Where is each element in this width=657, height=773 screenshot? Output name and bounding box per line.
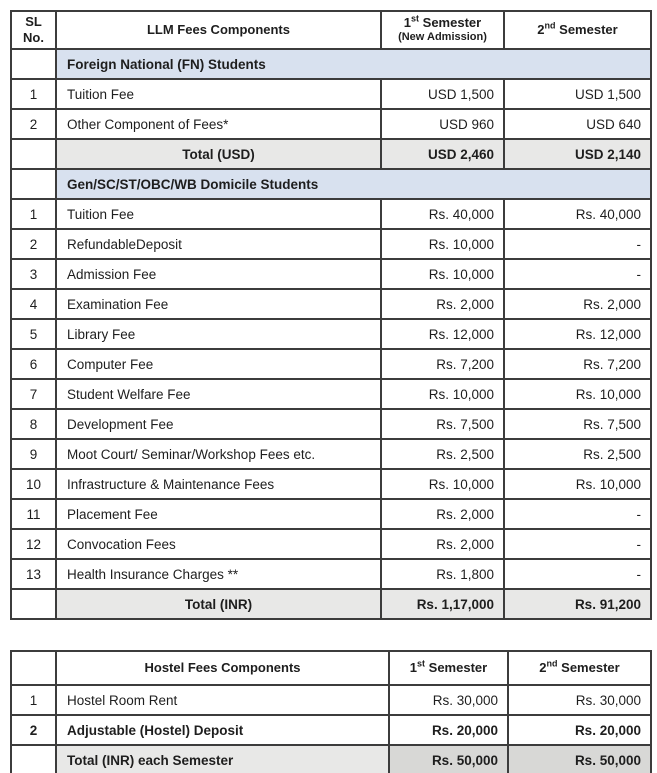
sl-cell: 1 <box>11 685 56 715</box>
amount-sem1: Rs. 10,000 <box>381 379 504 409</box>
amount-sem1: Rs. 10,000 <box>381 469 504 499</box>
total-inr-row <box>11 589 651 619</box>
amount-sem2: - <box>504 229 651 259</box>
fee-label: Development Fee <box>56 409 381 439</box>
fee-label: Convocation Fees <box>56 529 381 559</box>
amount-sem1: Rs. 2,000 <box>381 499 504 529</box>
total-inr-sem1: Rs. 1,17,000 <box>381 589 504 619</box>
sl-cell: 11 <box>11 499 56 529</box>
fee-label: Other Component of Fees* <box>56 109 381 139</box>
hostel-sem2-number: 2 <box>539 659 547 675</box>
amount-sem2: - <box>504 559 651 589</box>
sl-cell: 9 <box>11 439 56 469</box>
hostel-total-label: Total (INR) each Semester <box>56 745 389 773</box>
sl-cell: 12 <box>11 529 56 559</box>
header-components: LLM Fees Components <box>56 11 381 49</box>
llm-fees-header-row <box>11 11 651 49</box>
amount-sem2: Rs. 20,000 <box>508 715 651 745</box>
hostel-sem1-number: 1 <box>409 659 418 675</box>
table-row <box>11 379 651 409</box>
sl-cell: 10 <box>11 469 56 499</box>
section-title-fn: Foreign National (FN) Students <box>56 49 651 79</box>
amount-sem2: - <box>504 259 651 289</box>
fee-label: Computer Fee <box>56 349 381 379</box>
fee-label: Student Welfare Fee <box>56 379 381 409</box>
sl-cell: 1 <box>11 199 56 229</box>
hostel-header-sem1 <box>389 651 508 685</box>
fee-label: Hostel Room Rent <box>56 685 389 715</box>
amount-sem2: Rs. 30,000 <box>508 685 651 715</box>
hostel-header-sem2 <box>508 651 651 685</box>
header-sem2 <box>504 11 651 49</box>
table-row <box>11 229 651 259</box>
fee-label: Library Fee <box>56 319 381 349</box>
hostel-sem2-text: Semester <box>561 659 620 675</box>
sem2-text: Semester <box>559 21 618 37</box>
hostel-header-components: Hostel Fees Components <box>56 651 389 685</box>
fee-label: Examination Fee <box>56 289 381 319</box>
amount-sem2: - <box>504 499 651 529</box>
amount-sem1: Rs. 10,000 <box>381 259 504 289</box>
hostel-total-sem1: Rs. 50,000 <box>389 745 508 773</box>
total-usd-row <box>11 139 651 169</box>
hostel-sem1-ordinal: st <box>417 658 426 669</box>
table-row <box>11 259 651 289</box>
amount-sem2: Rs. 10,000 <box>504 379 651 409</box>
amount-sem1: Rs. 2,000 <box>381 289 504 319</box>
table-row <box>11 715 651 745</box>
sl-cell-empty <box>11 589 56 619</box>
amount-sem2: Rs. 10,000 <box>504 469 651 499</box>
fee-label: Admission Fee <box>56 259 381 289</box>
hostel-sem1-text: Semester <box>428 659 488 675</box>
fee-label: Tuition Fee <box>56 79 381 109</box>
amount-sem1: Rs. 7,500 <box>381 409 504 439</box>
amount-sem2: Rs. 2,500 <box>504 439 651 469</box>
sl-cell: 1 <box>11 79 56 109</box>
table-row <box>11 409 651 439</box>
table-row <box>11 499 651 529</box>
table-row <box>11 439 651 469</box>
amount-sem1: Rs. 2,500 <box>381 439 504 469</box>
sl-cell-empty <box>11 169 56 199</box>
hostel-sem2-ordinal: nd <box>546 658 558 669</box>
amount-sem2: USD 640 <box>504 109 651 139</box>
amount-sem2: Rs. 7,500 <box>504 409 651 439</box>
amount-sem1: USD 960 <box>381 109 504 139</box>
sem1-text: Semester <box>422 15 482 30</box>
table-row <box>11 529 651 559</box>
amount-sem1: Rs. 12,000 <box>381 319 504 349</box>
sl-cell: 3 <box>11 259 56 289</box>
hostel-header-row <box>11 651 651 685</box>
amount-sem1: Rs. 7,200 <box>381 349 504 379</box>
sl-cell: 6 <box>11 349 56 379</box>
amount-sem1: Rs. 2,000 <box>381 529 504 559</box>
section-title-gen: Gen/SC/ST/OBC/WB Domicile Students <box>56 169 651 199</box>
table-row <box>11 685 651 715</box>
total-inr-sem2: Rs. 91,200 <box>504 589 651 619</box>
section-header-foreign-national <box>11 49 651 79</box>
table-row <box>11 469 651 499</box>
total-inr-label: Total (INR) <box>56 589 381 619</box>
table-row <box>11 79 651 109</box>
sl-cell: 4 <box>11 289 56 319</box>
amount-sem2: Rs. 40,000 <box>504 199 651 229</box>
amount-sem2: Rs. 2,000 <box>504 289 651 319</box>
sl-cell: 2 <box>11 229 56 259</box>
hostel-total-row <box>11 745 651 773</box>
fee-label: Moot Court/ Seminar/Workshop Fees etc. <box>56 439 381 469</box>
amount-sem1: Rs. 30,000 <box>389 685 508 715</box>
sem1-number: 1 <box>403 15 412 30</box>
sl-cell: 2 <box>11 715 56 745</box>
sl-cell-empty <box>11 139 56 169</box>
amount-sem1: Rs. 20,000 <box>389 715 508 745</box>
fee-label: Tuition Fee <box>56 199 381 229</box>
total-usd-label: Total (USD) <box>56 139 381 169</box>
fee-label: Infrastructure & Maintenance Fees <box>56 469 381 499</box>
sem1-subtitle: (New Admission) <box>398 31 487 44</box>
total-usd-sem1: USD 2,460 <box>381 139 504 169</box>
llm-fees-table <box>10 10 652 620</box>
sl-cell-empty <box>11 745 56 773</box>
hostel-total-sem2: Rs. 50,000 <box>508 745 651 773</box>
fee-label: Placement Fee <box>56 499 381 529</box>
sl-cell: 8 <box>11 409 56 439</box>
amount-sem1: Rs. 40,000 <box>381 199 504 229</box>
header-sl-line2: No. <box>23 30 44 45</box>
sl-cell: 5 <box>11 319 56 349</box>
amount-sem2: Rs. 7,200 <box>504 349 651 379</box>
total-usd-sem2: USD 2,140 <box>504 139 651 169</box>
header-sl-no <box>11 11 56 49</box>
table-row <box>11 199 651 229</box>
amount-sem1: USD 1,500 <box>381 79 504 109</box>
sl-cell: 13 <box>11 559 56 589</box>
amount-sem2: - <box>504 529 651 559</box>
amount-sem1: Rs. 1,800 <box>381 559 504 589</box>
sem2-ordinal: nd <box>544 20 556 31</box>
amount-sem1: Rs. 10,000 <box>381 229 504 259</box>
table-row <box>11 289 651 319</box>
fee-label: RefundableDeposit <box>56 229 381 259</box>
section-header-domicile <box>11 169 651 199</box>
fee-label: Adjustable (Hostel) Deposit <box>56 715 389 745</box>
sem1-ordinal: st <box>411 13 420 24</box>
sem2-number: 2 <box>537 21 545 37</box>
header-sem1 <box>381 11 504 49</box>
hostel-header-sl-empty <box>11 651 56 685</box>
table-row <box>11 349 651 379</box>
amount-sem2: USD 1,500 <box>504 79 651 109</box>
amount-sem2: Rs. 12,000 <box>504 319 651 349</box>
table-row <box>11 559 651 589</box>
hostel-fees-table <box>10 650 652 773</box>
table-row <box>11 319 651 349</box>
sl-cell-empty <box>11 49 56 79</box>
fee-label: Health Insurance Charges ** <box>56 559 381 589</box>
sl-cell: 7 <box>11 379 56 409</box>
sl-cell: 2 <box>11 109 56 139</box>
table-row <box>11 109 651 139</box>
header-sl-line1: SL <box>25 13 42 29</box>
